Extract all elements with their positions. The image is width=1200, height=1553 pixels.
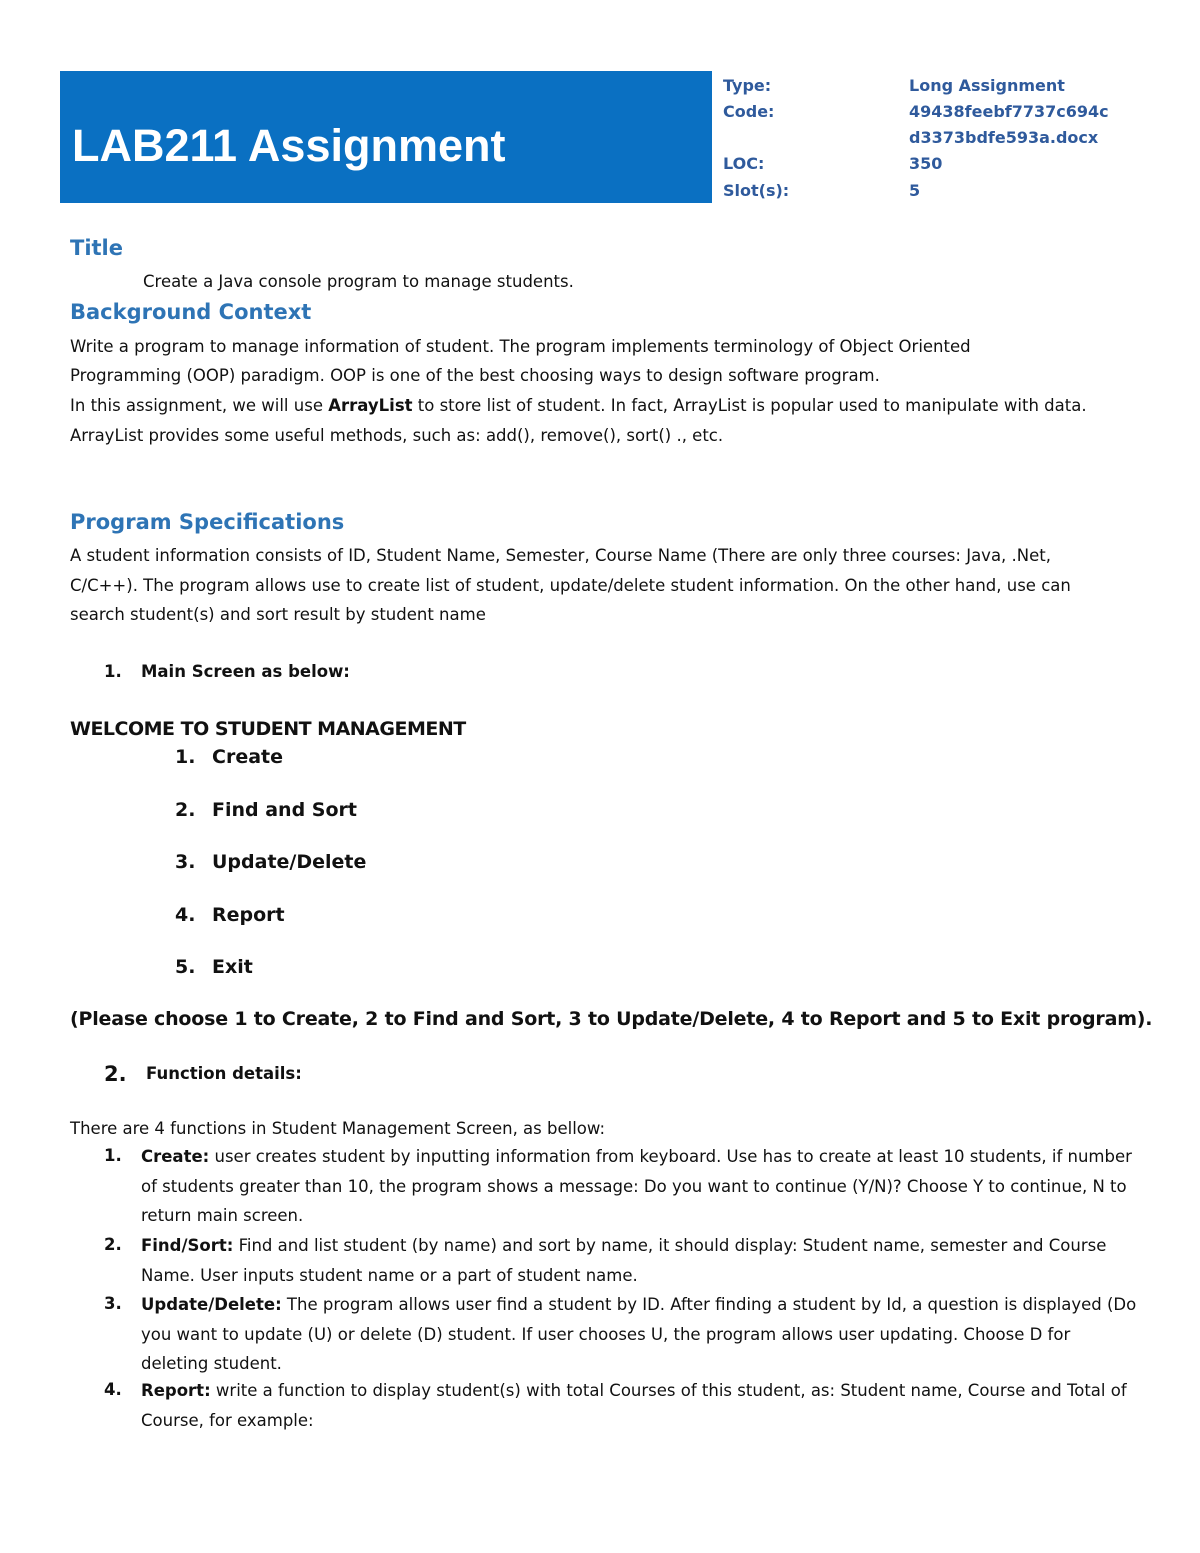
function-item-num: 1. (104, 1146, 122, 1165)
title-text: Create a Java console program to manage students. (143, 272, 574, 291)
function-desc: write a function to display student(s) with total Courses of this student, as: Student name, Course and Total of Course, for example: (141, 1381, 1127, 1430)
meta-type-value: Long Assignment (909, 76, 1065, 95)
specs-item-1-num (104, 662, 122, 681)
background-line-4: ArrayList provides some useful methods, such as: add(), remove(), sort() ., etc. (70, 426, 724, 445)
function-item-num: 4. (104, 1380, 122, 1399)
function-item-find-sort (141, 1231, 1141, 1290)
background-heading: Background Context (70, 300, 312, 324)
background-line-3 (70, 391, 1135, 421)
meta-code-value-cont: d3373bdfe593a.docx (909, 128, 1099, 147)
meta-slots-label: Slot(s): (723, 181, 790, 200)
function-name: Report: (141, 1381, 211, 1400)
specs-heading: Program Specifications (70, 510, 345, 534)
function-item-create (141, 1142, 1141, 1231)
menu-num: 1. (175, 746, 196, 768)
page-title: LAB211 Assignment (72, 120, 506, 171)
arraylist-bold: ArrayList (328, 396, 413, 415)
function-item-num: 3. (104, 1294, 122, 1313)
meta-type-label: Type: (723, 76, 772, 95)
function-item-report (141, 1376, 1141, 1435)
function-desc: The program allows user find a student by ID. After finding a student by Id, a question is displayed (Do you want to update (U) or delete (D) student. If user chooses U, the program allows user updating. Choose D for deleting student. (141, 1295, 1137, 1373)
menu-label: Exit (212, 956, 253, 978)
menu-choose-instruction: (Please choose 1 to Create, 2 to Find and Sort, 3 to Update/Delete, 4 to Report and 5 to Exit program). (70, 1008, 1153, 1030)
menu-num: 2. (175, 799, 196, 821)
function-item-num: 2. (104, 1235, 122, 1254)
menu-label: Find and Sort (212, 799, 357, 821)
function-details-intro: There are 4 functions in Student Management Screen, as bellow: (70, 1119, 606, 1138)
menu-num: 4. (175, 904, 196, 926)
title-heading: Title (70, 236, 124, 260)
function-details-label: Function details: (146, 1064, 302, 1083)
list-num: 1. (104, 662, 122, 681)
meta-code-label: Code: (723, 102, 775, 121)
function-desc: Find and list student (by name) and sort by name, it should display: Student name, semester and Course Name. User inputs student name or a part of student name. (141, 1236, 1107, 1285)
menu-label: Update/Delete (212, 851, 367, 873)
meta-loc-label: LOC: (723, 154, 765, 173)
specs-line-1: A student information consists of ID, Student Name, Semester, Course Name (There are only three courses: Java, .Net, (70, 546, 1051, 565)
function-name: Create: (141, 1147, 210, 1166)
menu-num: 3. (175, 851, 196, 873)
text-span: to store list of student. In fact, ArrayList is popular used to manipulate with data. (412, 396, 1087, 415)
function-desc: user creates student by inputting information from keyboard. Use has to create at least 10 students, if number of students greater than 10, the program shows a message: Do you want to continue (Y/N)? Choose Y to continue, N to return main screen. (141, 1147, 1132, 1225)
text-span: In this assignment, we will use (70, 396, 329, 415)
menu-num: 5. (175, 956, 196, 978)
meta-slots-value: 5 (909, 181, 921, 200)
function-details-num: 2. (104, 1062, 127, 1086)
title-banner (60, 71, 712, 203)
meta-loc-value: 350 (909, 154, 943, 173)
specs-line-3: search student(s) and sort result by student name (70, 605, 486, 624)
background-line-1: Write a program to manage information of student. The program implements terminology of Object Oriented (70, 337, 971, 356)
function-name: Find/Sort: (141, 1236, 234, 1255)
menu-label: Report (212, 904, 285, 926)
specs-line-2: C/C++). The program allows use to create list of student, update/delete student information. On the other hand, use can (70, 576, 1071, 595)
function-item-update-delete (141, 1290, 1141, 1379)
menu-title: WELCOME TO STUDENT MANAGEMENT (70, 718, 466, 740)
function-name: Update/Delete: (141, 1295, 282, 1314)
specs-item-1-text: Main Screen as below: (141, 662, 350, 681)
meta-code-value: 49438feebf7737c694c (909, 102, 1109, 121)
background-line-2: Programming (OOP) paradigm. OOP is one of the best choosing ways to design software program. (70, 366, 880, 385)
menu-label: Create (212, 746, 283, 768)
